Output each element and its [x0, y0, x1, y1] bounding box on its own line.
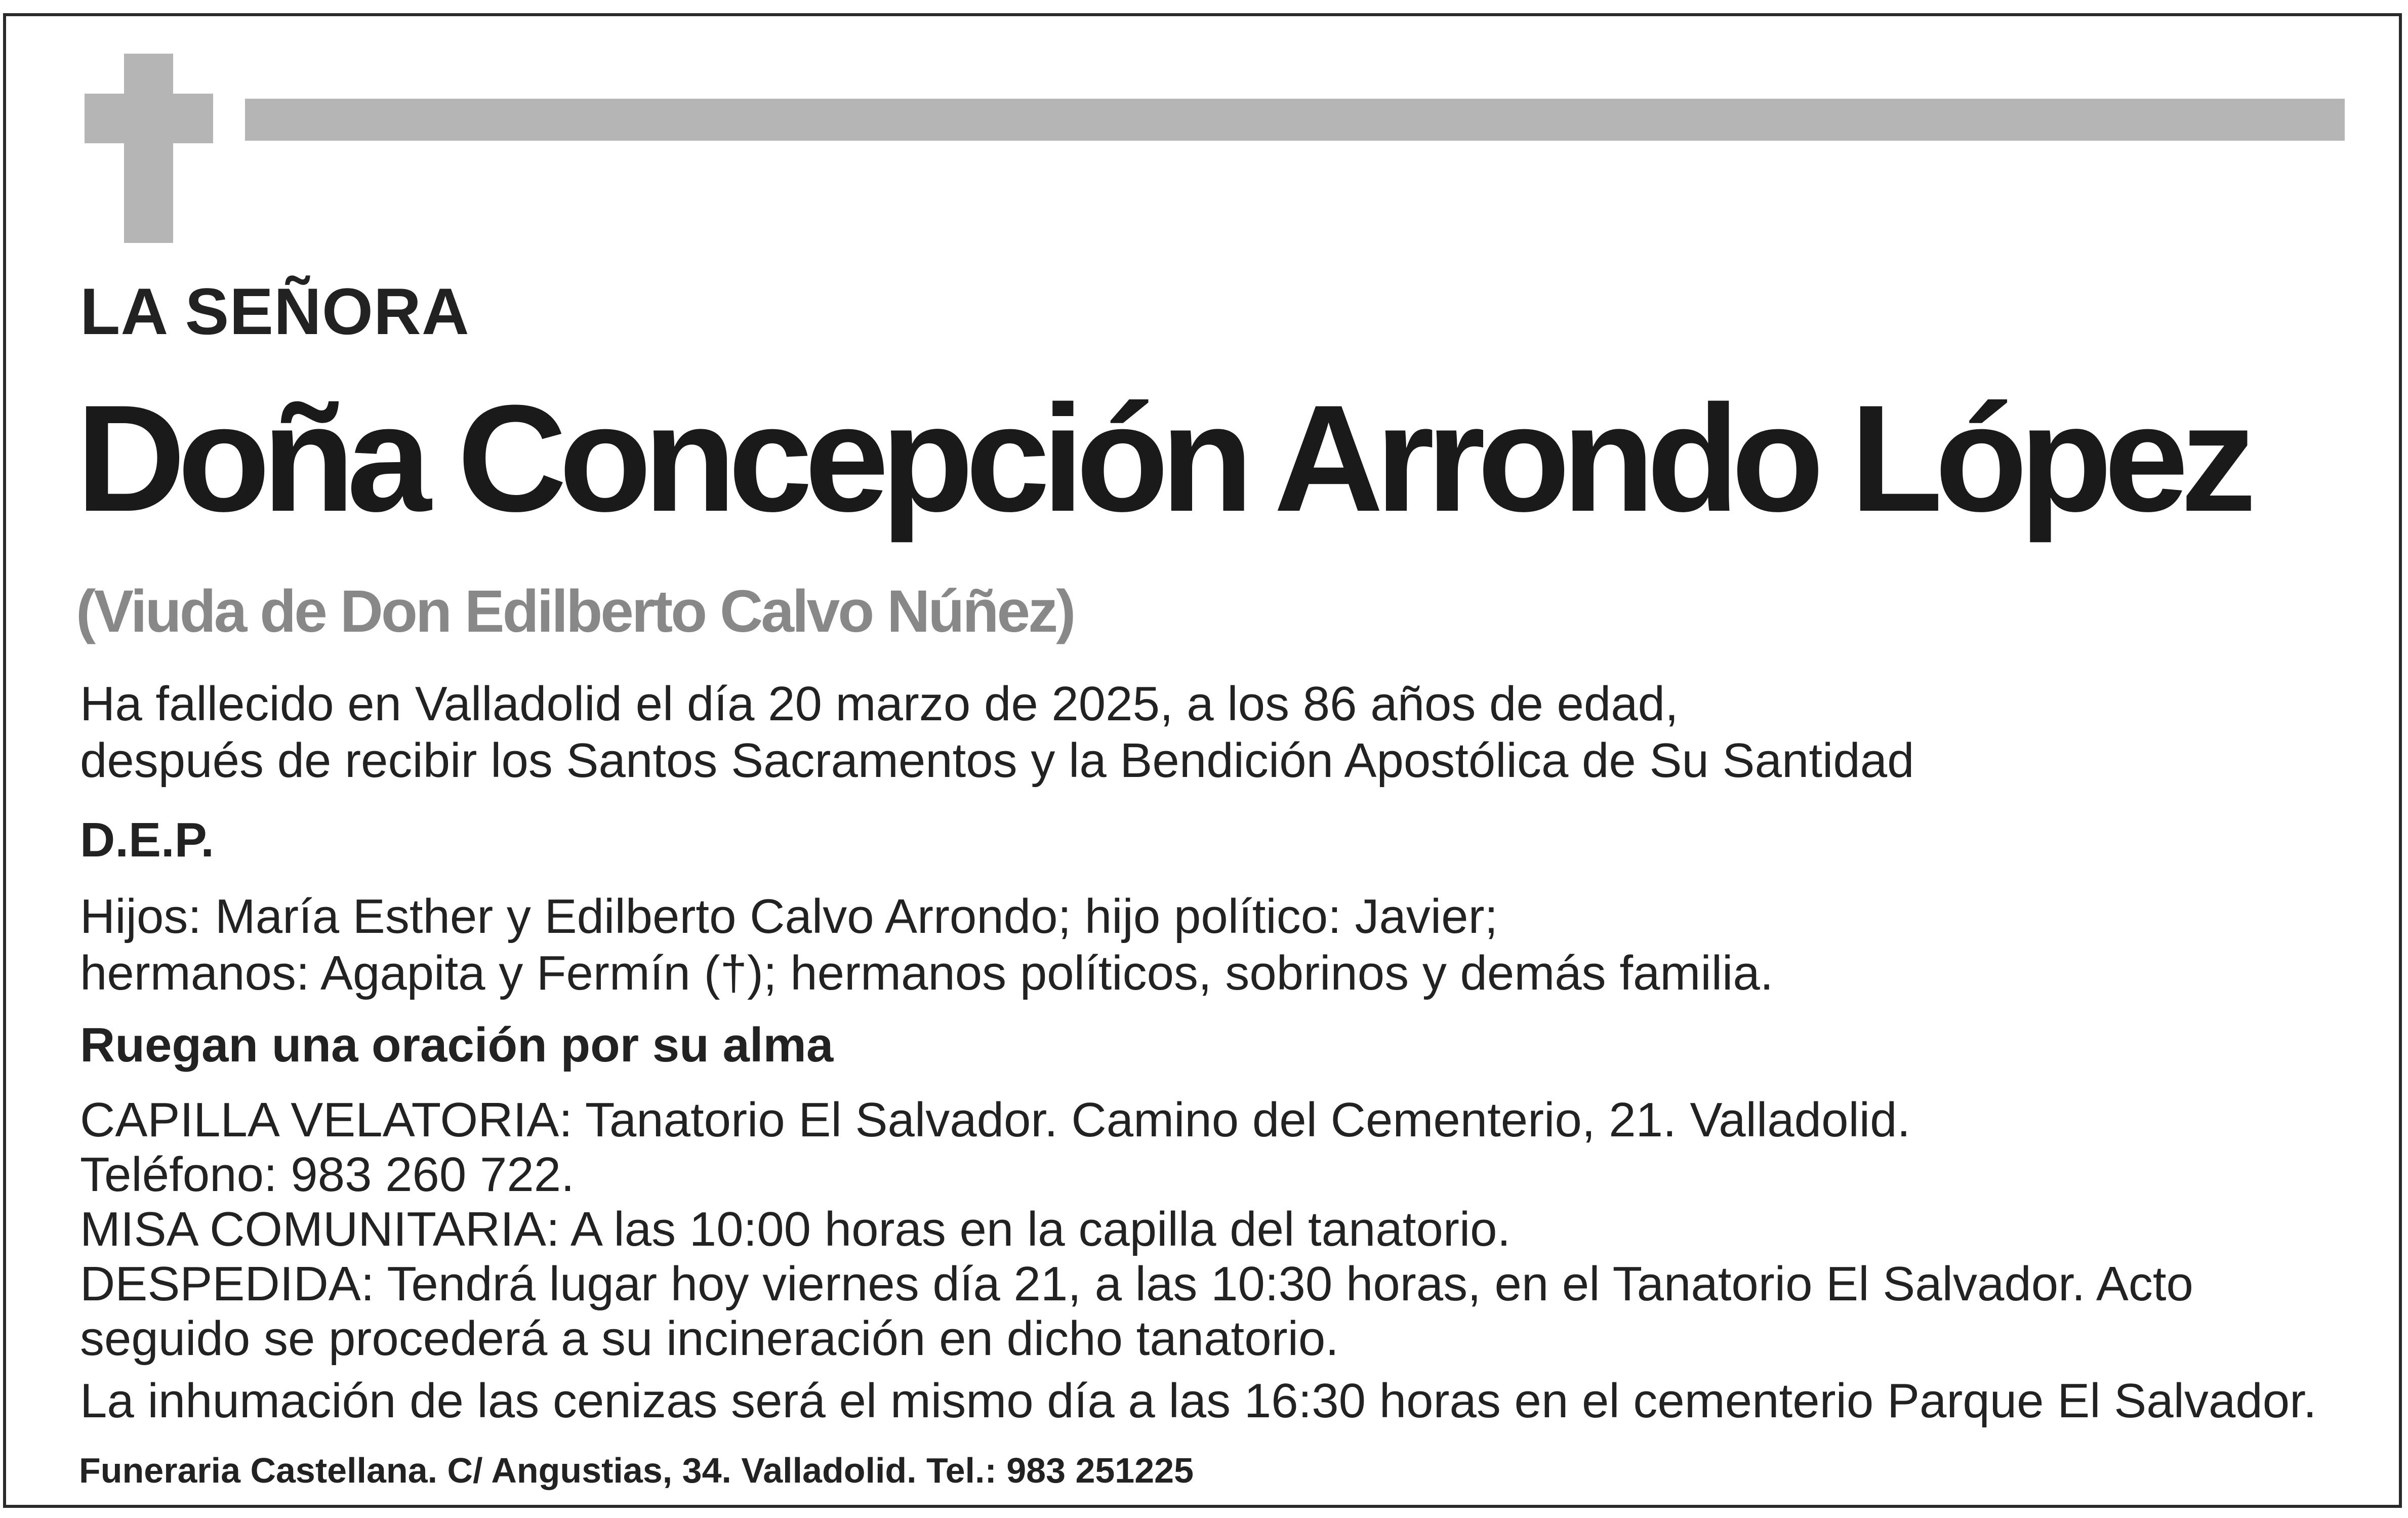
service-line: DESPEDIDA: Tendrá lugar hoy viernes día 21, a las 10:30 horas, en el Tanatorio El Salvador. Acto — [80, 1257, 2193, 1311]
cross-vertical-bar — [124, 54, 173, 243]
death-line: después de recibir los Santos Sacramentos y la Bendición Apostólica de Su Santidad — [80, 733, 1914, 788]
service-line: Teléfono: 983 260 722. — [80, 1147, 575, 1202]
funeral-home-footer: Funeraria Castellana. C/ Angustias, 34. Valladolid. Tel.: 983 251225 — [79, 1451, 1194, 1490]
widow-of: (Viuda de Don Edilberto Calvo Núñez) — [76, 578, 1074, 645]
rip-label: D.E.P. — [80, 813, 215, 867]
service-line: seguido se procederá a su incineración en dicho tanatorio. — [80, 1311, 1339, 1366]
service-line: CAPILLA VELATORIA: Tanatorio El Salvador. Camino del Cementerio, 21. Valladolid. — [80, 1093, 1911, 1147]
family-line: hermanos: Agapita y Fermín (†); hermanos políticos, sobrinos y demás familia. — [80, 946, 1774, 1000]
death-line: Ha fallecido en Valladolid el día 20 marzo de 2025, a los 86 años de edad, — [80, 677, 1679, 731]
deceased-name: Doña Concepción Arrondo López — [76, 373, 2249, 543]
family-line: Hijos: María Esther y Edilberto Calvo Arrondo; hijo político: Javier; — [80, 889, 1498, 943]
prayer-request: Ruegan una oración por su alma — [80, 1018, 834, 1072]
service-line: MISA COMUNITARIA: A las 10:00 horas en la capilla del tanatorio. — [80, 1202, 1511, 1256]
header-rule — [245, 99, 2345, 141]
honorific: LA SEÑORA — [80, 274, 470, 348]
service-line: La inhumación de las cenizas será el mismo día a las 16:30 horas en el cementerio Parque El Salvador. — [80, 1374, 2317, 1428]
cross-horizontal-bar — [85, 94, 213, 143]
